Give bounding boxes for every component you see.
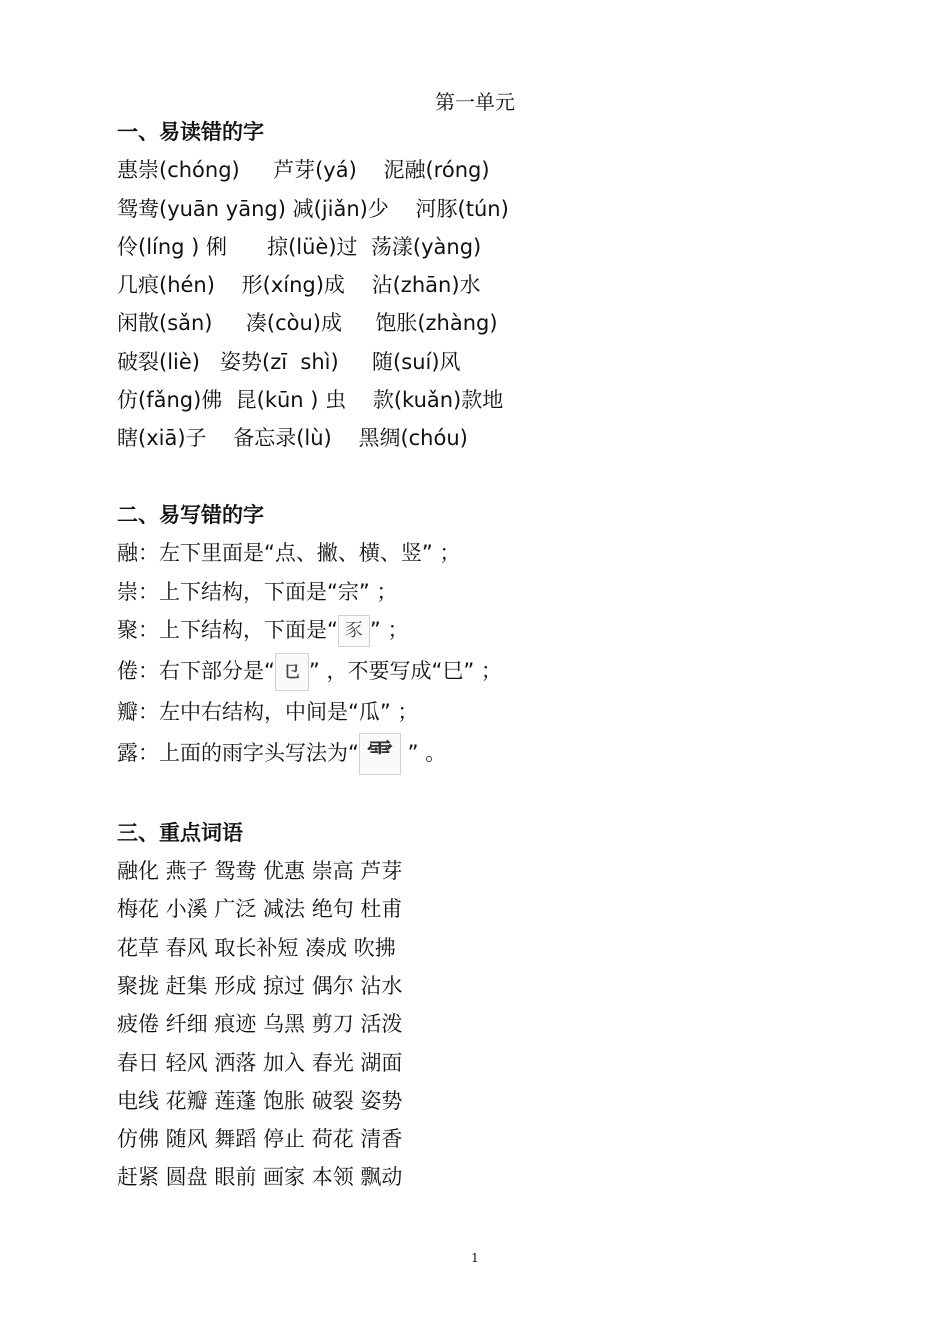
note-text: ” ；	[369, 617, 409, 642]
word-line: 春日 轻风 洒落 加入 春光 湖面	[117, 1050, 403, 1075]
note-text: ” 。	[400, 741, 447, 766]
word-line: 赶紧 圆盘 眼前 画家 本领 飘动	[117, 1165, 403, 1190]
pinyin-line: 瞎(xiā)子 备忘录(lù) 黑绸(chóu)	[117, 426, 468, 451]
word-line: 疲倦 纤细 痕迹 乌黑 剪刀 活泼	[117, 1012, 403, 1037]
word-line: 梅花 小溪 广泛 减法 绝句 杜甫	[117, 897, 403, 922]
word-line: 聚拢 赶集 形成 掠过 偶尔 沾水	[117, 973, 403, 998]
pinyin-line: 惠崇(chóng) 芦芽(yá) 泥融(róng)	[117, 158, 490, 183]
word-line: 电线 花瓣 莲蓬 饱胀 破裂 姿势	[117, 1088, 403, 1113]
character-component-image: 豕	[338, 615, 370, 647]
writing-note: 融：左下里面是“点、撇、横、竖” ；	[117, 541, 461, 566]
document-body	[117, 113, 877, 1197]
character-component-image: 㔾	[275, 653, 309, 691]
writing-note	[117, 731, 877, 775]
word-line: 花草 春风 取长补短 凑成 吹拂	[117, 935, 396, 960]
word-line: 仿佛 随风 舞蹈 停止 荷花 清香	[117, 1127, 403, 1152]
pinyin-line: 破裂(liè) 姿势(zī shì) 随(suí)风	[117, 349, 461, 374]
section-heading-key-words: 三、重点词语	[117, 820, 243, 845]
word-line: 融化 燕子 鸳鸯 优惠 崇高 芦芽	[117, 859, 403, 884]
note-text: 露：上面的雨字头写法为“	[117, 741, 359, 766]
pinyin-line: 鸳鸯(yuān yāng) 减(jiǎn)少 河豚(tún)	[117, 196, 509, 221]
pinyin-line: 几痕(hén) 形(xíng)成 沾(zhān)水	[117, 273, 481, 298]
page-number: 1	[471, 1251, 479, 1265]
writing-note	[117, 611, 877, 649]
section-heading-miswritten: 二、易写错的字	[117, 502, 264, 527]
writing-note	[117, 649, 877, 693]
page-title: 第一单元	[435, 90, 515, 114]
note-text: ” ，不要写成“巳” ；	[308, 659, 502, 684]
character-component-image: ⻗	[359, 733, 401, 775]
section-heading-misread: 一、易读错的字	[117, 120, 264, 144]
writing-note: 崇：上下结构，下面是“宗” ；	[117, 579, 398, 604]
pinyin-line: 伶(líng ) 俐 掠(lüè)过 荡漾(yàng)	[117, 234, 482, 259]
writing-note: 瓣：左中右结构，中间是“瓜” ；	[117, 700, 419, 725]
note-text: 聚：上下结构，下面是“	[117, 617, 338, 642]
pinyin-line: 闲散(sǎn) 凑(còu)成 饱胀(zhàng)	[117, 311, 498, 336]
pinyin-line: 仿(fǎng)佛 昆(kūn ) 虫 款(kuǎn)款地	[117, 388, 504, 413]
note-text: 倦：右下部分是“	[117, 659, 275, 684]
